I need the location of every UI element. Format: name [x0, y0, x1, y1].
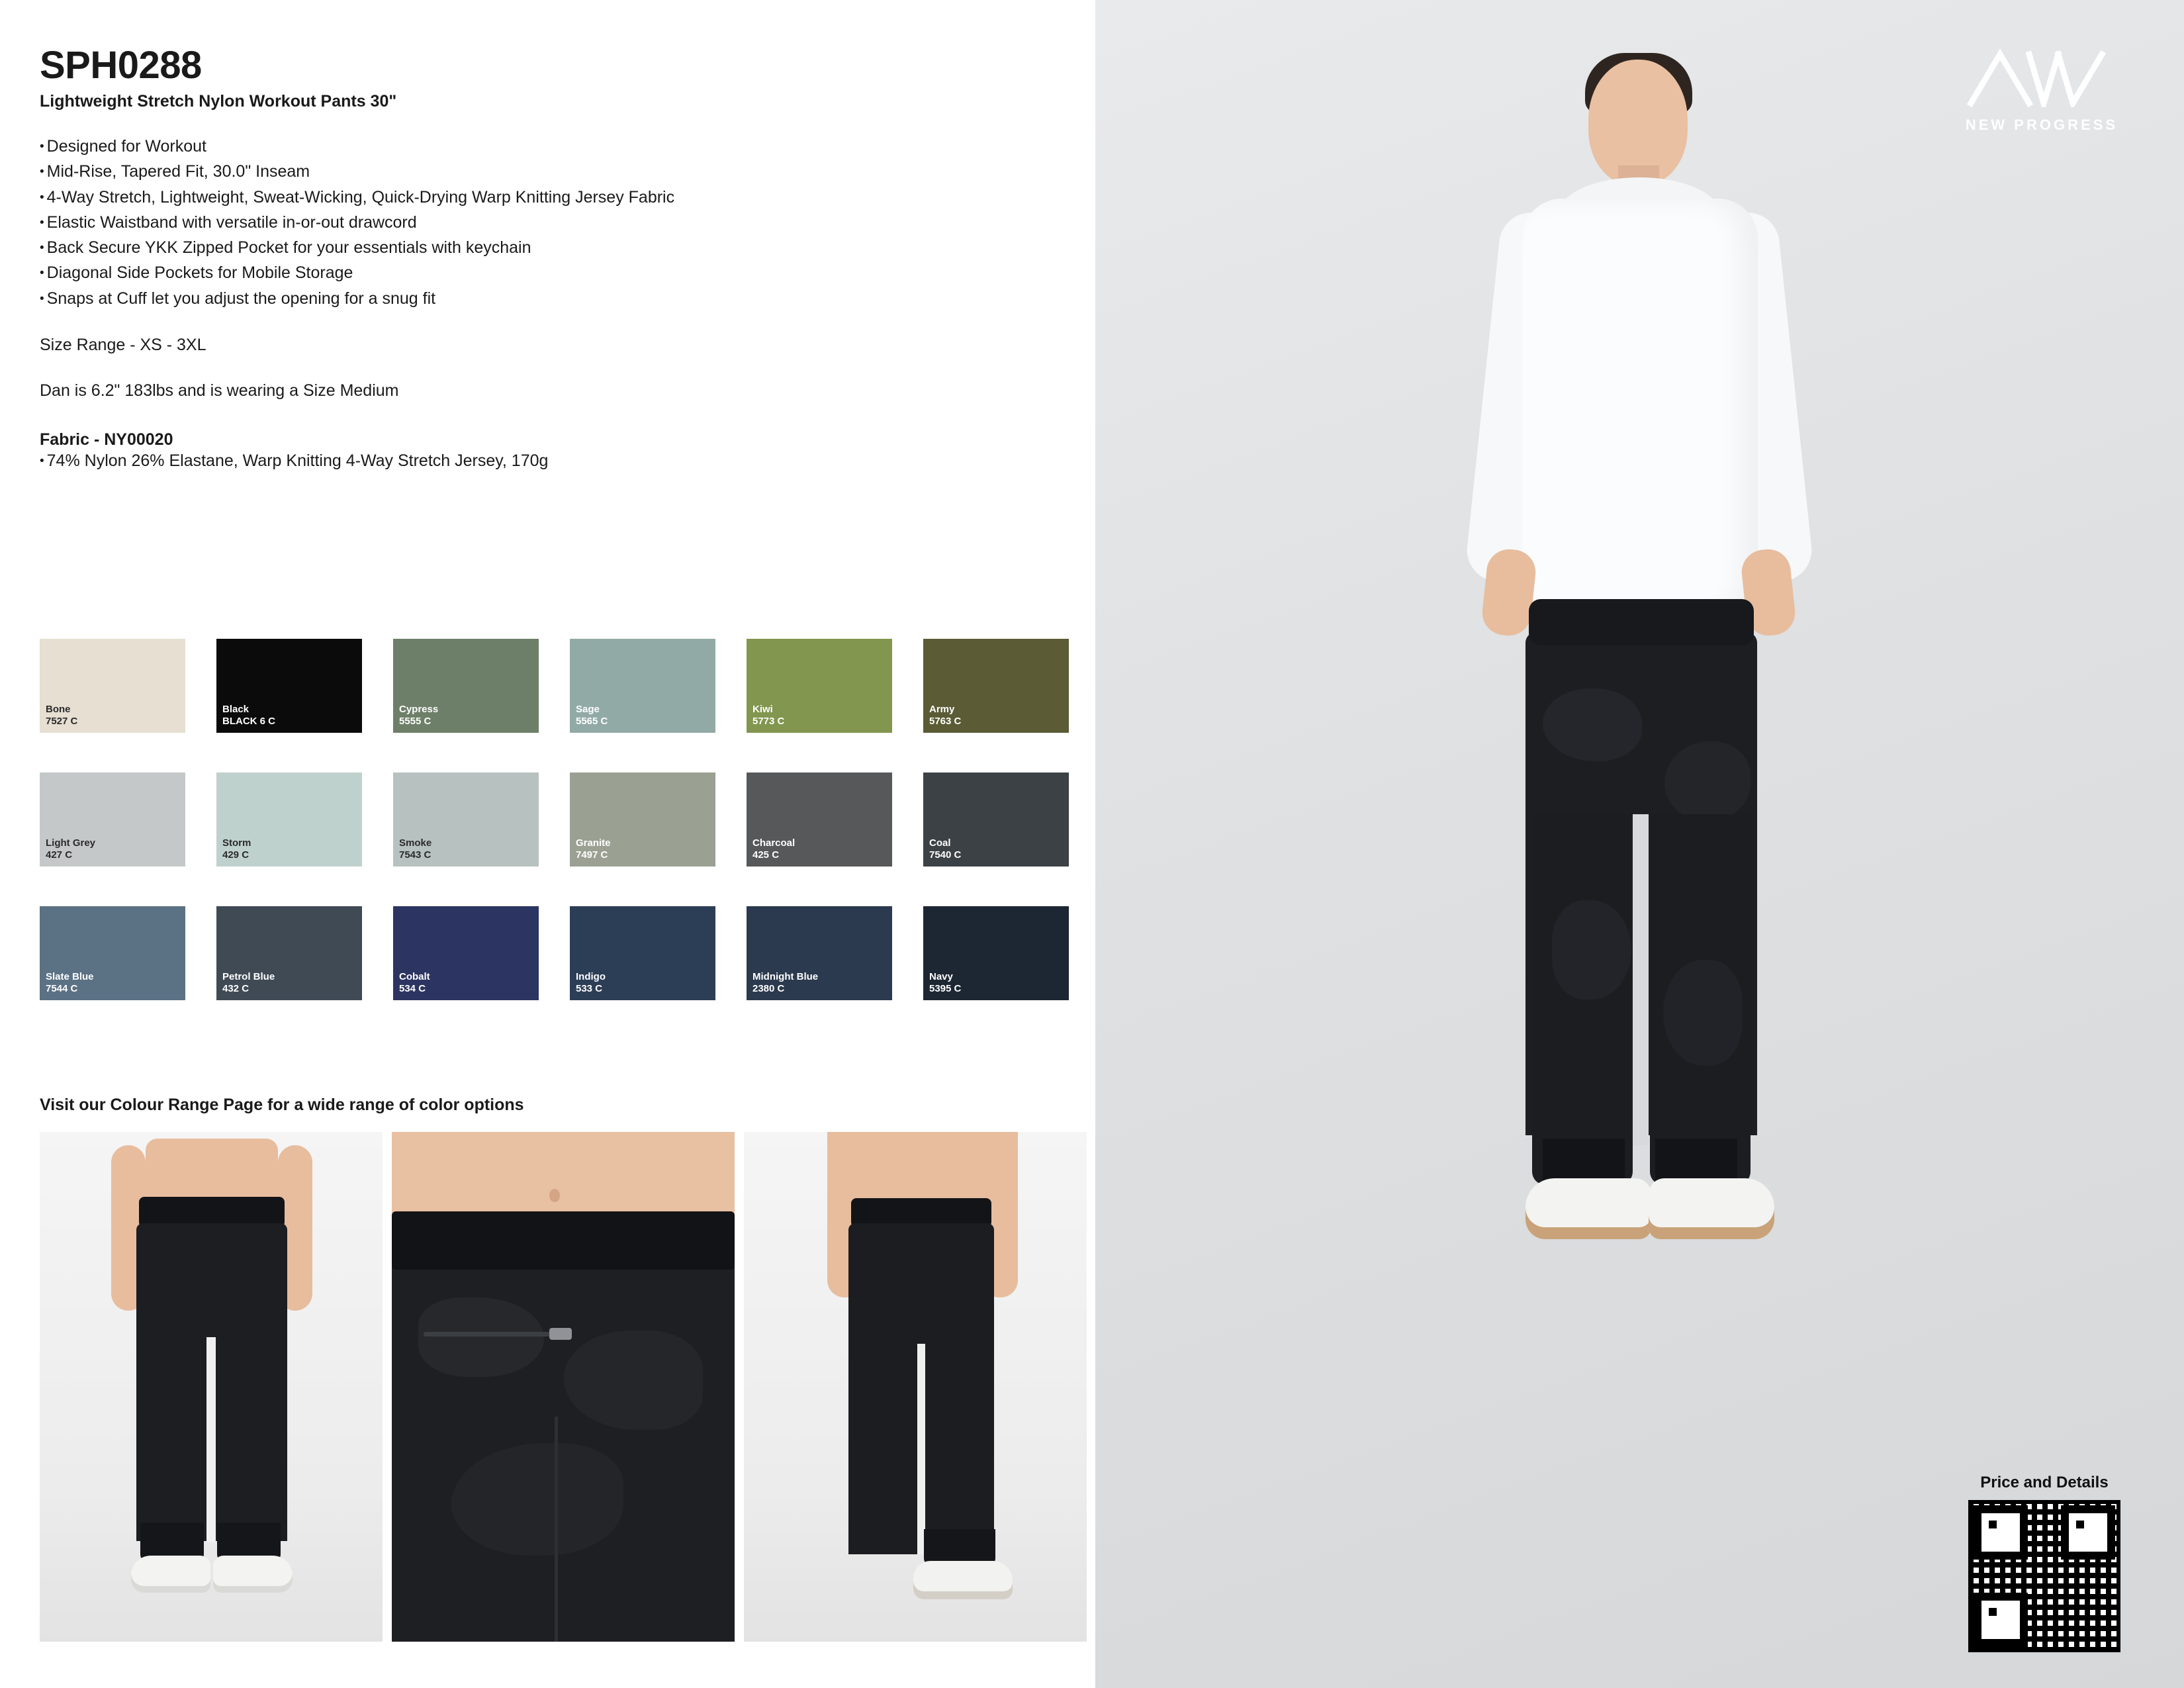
color-name: Navy	[929, 970, 953, 982]
page-title: SPH0288	[40, 44, 202, 87]
color-swatch-army[interactable]	[923, 639, 1069, 733]
feature-list	[40, 134, 1056, 311]
brand-name: NEW PROGRESS	[1965, 117, 2118, 133]
color-swatch-sage[interactable]	[570, 639, 715, 733]
color-swatch-slate-blue[interactable]	[40, 906, 185, 1000]
color-swatch-cobalt[interactable]	[393, 906, 539, 1000]
detail-photo-row	[40, 1132, 1087, 1642]
color-name: Bone	[46, 703, 71, 715]
list-item: • Elastic Waistband with versatile in-or-out drawcord	[40, 210, 1056, 235]
color-name: Storm	[222, 837, 251, 849]
color-name: Cypress	[399, 703, 439, 715]
color-swatch-light-grey[interactable]	[40, 773, 185, 867]
color-swatch-smoke[interactable]	[393, 773, 539, 867]
color-code: 7540 C	[929, 849, 962, 861]
color-name: Kiwi	[752, 703, 773, 715]
color-name: Coal	[929, 837, 951, 849]
color-code: 7497 C	[576, 849, 608, 861]
qr-title: Price and Details	[1980, 1474, 2109, 1491]
color-swatch-indigo[interactable]	[570, 906, 715, 1000]
color-swatch-cypress[interactable]	[393, 639, 539, 733]
list-item: • Diagonal Side Pockets for Mobile Storage	[40, 260, 1056, 285]
qr-code-icon[interactable]	[1968, 1500, 2120, 1652]
color-swatch-black[interactable]	[216, 639, 362, 733]
color-swatch-petrol-blue[interactable]	[216, 906, 362, 1000]
list-item: • Back Secure YKK Zipped Pocket for your essentials with keychain	[40, 235, 1056, 260]
color-name: Indigo	[576, 970, 606, 982]
color-name: Midnight Blue	[752, 970, 819, 982]
color-name: Cobalt	[399, 970, 430, 982]
color-code: 432 C	[222, 983, 250, 995]
color-code: 427 C	[46, 849, 73, 861]
color-code: 7544 C	[46, 983, 78, 995]
colour-range-link[interactable]: Visit our Colour Range Page for a wide range of color options	[40, 1096, 524, 1114]
fabric-heading: Fabric - NY00020	[40, 430, 173, 449]
color-code: 429 C	[222, 849, 250, 861]
color-code: 7543 C	[399, 849, 432, 861]
color-name: Granite	[576, 837, 611, 849]
color-swatch-bone[interactable]	[40, 639, 185, 733]
color-name: Smoke	[399, 837, 432, 849]
color-name: Black	[222, 703, 250, 715]
color-name: Light Grey	[46, 837, 96, 849]
color-code: 425 C	[752, 849, 780, 861]
qr-block[interactable]	[1968, 1474, 2120, 1652]
list-item: • Mid-Rise, Tapered Fit, 30.0" Inseam	[40, 159, 1056, 184]
color-name: Petrol Blue	[222, 970, 275, 982]
color-code: BLACK 6 C	[222, 716, 276, 727]
color-swatch-coal[interactable]	[923, 773, 1069, 867]
color-code: 5763 C	[929, 716, 962, 727]
color-swatch-storm[interactable]	[216, 773, 362, 867]
color-swatch-midnight-blue[interactable]	[747, 906, 892, 1000]
model-figure	[1095, 0, 2184, 1688]
color-code: 534 C	[399, 983, 426, 995]
model-note: Dan is 6.2" 183lbs and is wearing a Size Medium	[40, 381, 399, 400]
color-swatch-kiwi[interactable]	[747, 639, 892, 733]
list-item: • 4-Way Stretch, Lightweight, Sweat-Wicking, Quick-Drying Warp Knitting Jersey Fabric	[40, 185, 1056, 210]
color-code: 5395 C	[929, 983, 962, 995]
list-item: • Snaps at Cuff let you adjust the opening for a snug fit	[40, 286, 1056, 311]
product-photo-side-view	[744, 1132, 1087, 1642]
color-code: 7527 C	[46, 716, 78, 727]
color-swatch-granite[interactable]	[570, 773, 715, 867]
color-code: 5555 C	[399, 716, 432, 727]
model-photo-panel	[1095, 0, 2184, 1688]
color-name: Slate Blue	[46, 970, 94, 982]
aw-monogram-icon	[1966, 46, 2118, 107]
color-name: Sage	[576, 703, 600, 715]
color-code: 533 C	[576, 983, 603, 995]
color-swatch-charcoal[interactable]	[747, 773, 892, 867]
product-photo-pocket-detail	[392, 1132, 735, 1642]
color-code: 2380 C	[752, 983, 785, 995]
color-code: 5773 C	[752, 716, 785, 727]
product-photo-back-view	[40, 1132, 383, 1642]
size-range: Size Range - XS - 3XL	[40, 335, 206, 354]
color-code: 5565 C	[576, 716, 608, 727]
product-subtitle: Lightweight Stretch Nylon Workout Pants 30"	[40, 92, 397, 111]
color-swatch-grid	[40, 639, 1059, 1000]
color-name: Army	[929, 703, 955, 715]
list-item: • Designed for Workout	[40, 134, 1056, 159]
fabric-detail: • 74% Nylon 26% Elastane, Warp Knitting 4-Way Stretch Jersey, 170g	[40, 449, 1056, 473]
brand-logo	[1966, 46, 2118, 134]
color-swatch-navy[interactable]	[923, 906, 1069, 1000]
color-name: Charcoal	[752, 837, 796, 849]
